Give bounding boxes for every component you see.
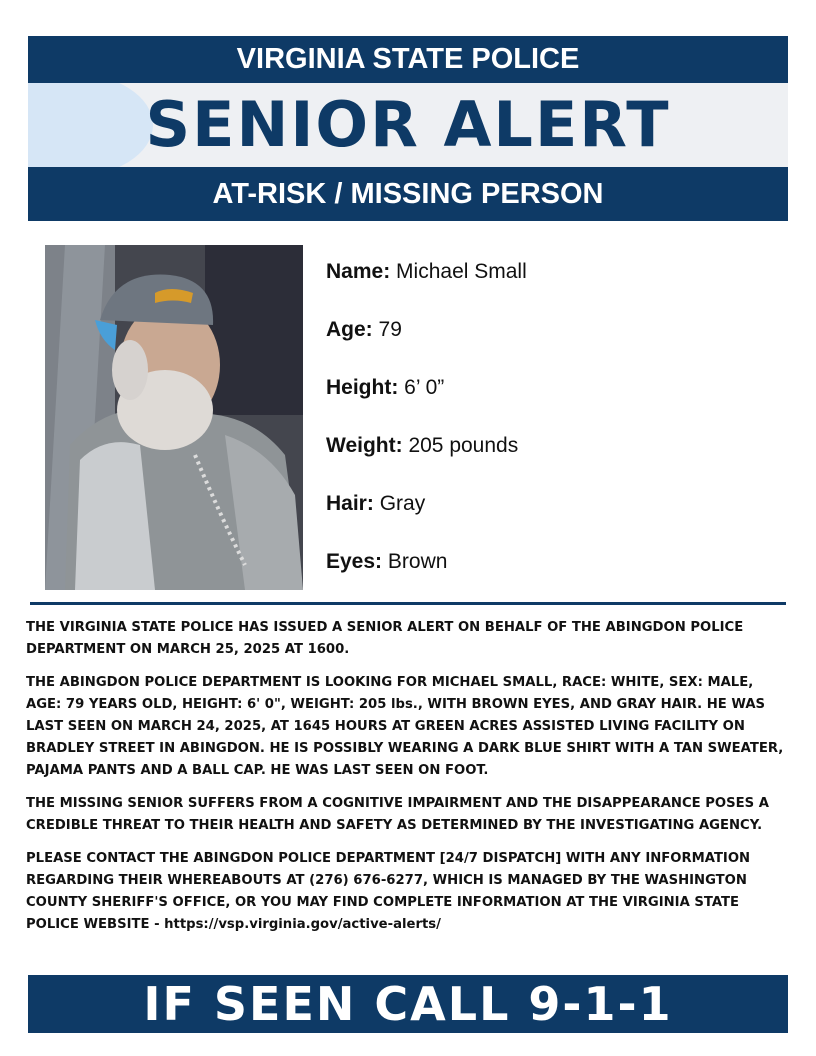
alert-title-banner: [28, 83, 788, 167]
agency-banner: VIRGINIA STATE POLICE: [28, 36, 788, 83]
subtitle-banner: AT-RISK / MISSING PERSON: [28, 167, 788, 221]
eyes-label: Eyes:: [326, 550, 383, 573]
name-label: Name:: [326, 260, 391, 283]
height-label: Height:: [326, 376, 399, 399]
hair-label: Hair:: [326, 492, 374, 515]
call-911-banner: IF SEEN CALL 9-1-1: [28, 975, 788, 1033]
weight-value: 205 pounds: [408, 434, 519, 457]
risk-paragraph: THE MISSING SENIOR SUFFERS FROM A COGNITIVE IMPAIRMENT AND THE DISAPPEARANCE POSES A CREDIBLE THREAT TO THEIR HEALTH AND SAFETY AS DETERMINED BY THE INVESTIGATING AGENCY.: [26, 796, 769, 833]
contact-paragraph: PLEASE CONTACT THE ABINGDON POLICE DEPARTMENT [24/7 DISPATCH] WITH ANY INFORMATION REGARDING THEIR WHEREABOUTS AT (276) 676-6277, WHICH IS MANAGED BY THE WASHINGTON COUNTY SHERIFF'S OFFICE, OR YOU MAY FIND COMPLETE INFORMATION AT THE VIRGINIA STATE POLICE WEBSITE - https://vsp.virginia.gov/active-alerts/: [26, 851, 751, 932]
alert-description: [26, 617, 792, 947]
name-value: Michael Small: [396, 260, 527, 283]
divider-rule: [30, 602, 786, 605]
weight-row: [326, 432, 766, 490]
name-row: [326, 258, 766, 316]
issued-paragraph: THE VIRGINIA STATE POLICE HAS ISSUED A SENIOR ALERT ON BEHALF OF THE ABINGDON POLICE DEPARTMENT ON MARCH 25, 2025 AT 1600.: [26, 620, 744, 657]
missing-person-photo: [45, 245, 303, 590]
height-value: 6’ 0”: [404, 376, 445, 399]
hair-value: Gray: [379, 492, 426, 515]
age-row: [326, 316, 766, 374]
hair-row: [326, 490, 766, 548]
description-paragraph: THE ABINGDON POLICE DEPARTMENT IS LOOKING FOR MICHAEL SMALL, RACE: WHITE, SEX: MALE, AGE: 79 YEARS OLD, HEIGHT: 6' 0", WEIGHT: 205 lbs., WITH BROWN EYES, AND GRAY HAIR. HE WAS LAST SEEN ON MARCH 24, 2025, AT 1645 HOURS AT GREEN ACRES ASSISTED LIVING FACILITY ON BRADLEY STREET IN ABINGDON. HE IS POSSIBLY WEARING A DARK BLUE SHIRT WITH A TAN SWEATER, PAJAMA PANTS AND A BALL CAP. HE WAS LAST SEEN ON FOOT.: [26, 675, 784, 778]
weight-label: Weight:: [326, 434, 403, 457]
age-label: Age:: [326, 318, 373, 341]
eyes-row: [326, 548, 766, 606]
height-row: [326, 374, 766, 432]
person-details: [326, 258, 766, 606]
age-value: 79: [378, 318, 402, 341]
eyes-value: Brown: [387, 550, 448, 573]
alert-title: SENIOR ALERT: [145, 88, 671, 161]
